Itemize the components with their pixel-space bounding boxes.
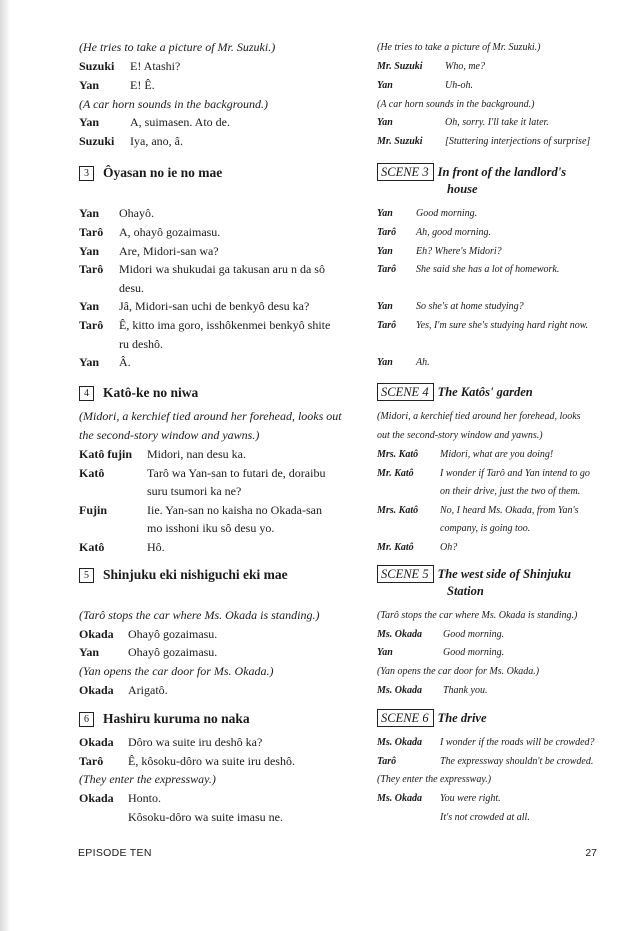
dialogue-text: mo isshoni iku sô desu yo. xyxy=(147,521,275,535)
speaker: Katô xyxy=(79,466,105,480)
scene-title-continued: house xyxy=(447,182,478,196)
scene-6-heading xyxy=(79,711,250,727)
scene-tag: SCENE 5 xyxy=(377,565,434,583)
dialogue-text: Eh? Where's Midori? xyxy=(416,246,502,257)
dialogue-text: Hô. xyxy=(147,540,165,554)
speaker: Tarô xyxy=(79,318,104,332)
speaker: Yan xyxy=(79,244,100,258)
speaker: Tarô xyxy=(377,264,397,275)
speaker: Okada xyxy=(79,683,114,697)
page-number: 27 xyxy=(585,847,597,859)
dialogue-text: Are, Midori-san wa? xyxy=(119,244,219,258)
stage-direction: (A car horn sounds in the background.) xyxy=(79,97,268,111)
dialogue-text: She said she has a lot of homework. xyxy=(416,264,560,275)
speaker: Tarô xyxy=(377,756,397,767)
dialogue-text: Arigatô. xyxy=(128,683,168,697)
dialogue-text: Ohayô gozaimasu. xyxy=(128,627,218,641)
speaker: Mr. Suzuki xyxy=(377,61,423,72)
scene-number: 3 xyxy=(79,166,94,181)
speaker: Katô fujin xyxy=(79,447,133,461)
dialogue-text: [Stuttering interjections of surprise] xyxy=(445,136,591,147)
stage-direction: (They enter the expressway.) xyxy=(79,772,216,786)
speaker: Mrs. Katô xyxy=(377,505,419,516)
scene-title: Katô-ke no niwa xyxy=(103,385,199,400)
speaker: Suzuki xyxy=(79,134,115,148)
speaker: Tarô xyxy=(377,227,397,238)
scene-6-heading xyxy=(377,709,487,727)
speaker: Okada xyxy=(79,627,114,641)
stage-direction: (Yan opens the car door for Ms. Okada.) xyxy=(377,666,540,677)
speaker: Yan xyxy=(377,647,393,658)
speaker: Ms. Okada xyxy=(377,685,423,696)
dialogue-text: Oh, sorry. I'll take it later. xyxy=(445,117,549,128)
dialogue-text: E! Atashi? xyxy=(130,59,181,73)
scene-tag: SCENE 6 xyxy=(377,709,434,727)
dialogue-text: A, suimasen. Ato de. xyxy=(130,115,230,129)
dialogue-text: on their drive, just the two of them. xyxy=(440,486,581,497)
dialogue-text: Iya, ano, â. xyxy=(130,134,183,148)
speaker: Tarô xyxy=(79,754,104,768)
dialogue-text: ru deshô. xyxy=(119,337,163,351)
speaker: Mr. Suzuki xyxy=(377,136,423,147)
speaker: Mrs. Katô xyxy=(377,449,419,460)
scene-tag: SCENE 4 xyxy=(377,383,434,401)
scene-3-heading xyxy=(377,163,567,196)
speaker: Tarô xyxy=(79,225,104,239)
dialogue-text: Ohayô gozaimasu. xyxy=(128,645,218,659)
speaker: Ms. Okada xyxy=(377,737,423,748)
stage-direction: (Midori, a kerchief tied around her forehead, looks out xyxy=(79,409,342,423)
speaker: Tarô xyxy=(377,320,397,331)
stage-direction: (A car horn sounds in the background.) xyxy=(377,99,535,110)
scene-4-heading xyxy=(377,383,533,401)
dialogue-text: Yes, I'm sure she's studying hard right now. xyxy=(416,320,589,331)
speaker: Tarô xyxy=(79,262,104,276)
stage-direction: (Yan opens the car door for Ms. Okada.) xyxy=(79,664,274,678)
dialogue-text: Kôsoku-dôro wa suite imasu ne. xyxy=(128,810,283,824)
dialogue-text: Oh? xyxy=(440,542,458,553)
stage-direction: (He tries to take a picture of Mr. Suzuki.) xyxy=(377,42,541,53)
dialogue-text: Uh-oh. xyxy=(445,80,474,91)
episode-footer: EPISODE TEN xyxy=(78,847,152,859)
dialogue-text: Dôro wa suite iru deshô ka? xyxy=(128,735,263,749)
dialogue-text: The expressway shouldn't be crowded. xyxy=(440,756,594,767)
scene-title: The drive xyxy=(437,711,487,725)
dialogue-text: Midori, what are you doing! xyxy=(440,449,554,460)
dialogue-text: So she's at home studying? xyxy=(416,301,524,312)
scene-5-heading xyxy=(79,567,288,583)
speaker: Okada xyxy=(79,791,114,805)
dialogue-text: Â. xyxy=(119,355,131,369)
speaker: Yan xyxy=(377,80,393,91)
speaker: Mr. Katô xyxy=(377,468,414,479)
dialogue-text: Honto. xyxy=(128,791,161,805)
dialogue-text: Ê, kôsoku-dôro wa suite iru deshô. xyxy=(128,754,295,768)
stage-direction: out the second-story window and yawns.) xyxy=(377,430,543,441)
dialogue-text: You were right. xyxy=(440,793,501,804)
dialogue-text: Who, me? xyxy=(445,61,485,72)
dialogue-text: suru tsumori ka ne? xyxy=(147,484,242,498)
dialogue-text: Iie. Yan-san no kaisha no Okada-san xyxy=(147,503,322,517)
dialogue-text: desu. xyxy=(119,281,144,295)
dialogue-text: Good morning. xyxy=(416,208,478,219)
speaker: Ms. Okada xyxy=(377,793,423,804)
dialogue-text: Tarô wa Yan-san to futari de, doraibu xyxy=(147,466,326,480)
dialogue-text: Midori, nan desu ka. xyxy=(147,447,246,461)
dialogue-text: Ah. xyxy=(416,357,430,368)
dialogue-text: I wonder if Tarô and Yan intend to go xyxy=(440,468,590,479)
stage-direction: (Midori, a kerchief tied around her forehead, looks xyxy=(377,411,581,422)
dialogue-text: Thank you. xyxy=(443,685,488,696)
scene-5-heading xyxy=(377,565,571,598)
dialogue-text: Ah, good morning. xyxy=(416,227,491,238)
scene-number: 6 xyxy=(79,712,94,727)
stage-direction: (Tarô stops the car where Ms. Okada is standing.) xyxy=(79,608,320,622)
speaker: Yan xyxy=(377,357,393,368)
scene-3-heading xyxy=(79,165,222,181)
speaker: Ms. Okada xyxy=(377,629,423,640)
stage-direction: (He tries to take a picture of Mr. Suzuki.) xyxy=(79,40,276,54)
dialogue-text: Ê, kitto ima goro, isshôkenmei benkyô shite xyxy=(119,318,331,332)
dialogue-text: E! Ê. xyxy=(130,78,155,92)
speaker: Fujin xyxy=(79,503,108,517)
stage-direction: the second-story window and yawns.) xyxy=(79,428,260,442)
dialogue-text: Good morning. xyxy=(443,647,505,658)
speaker: Yan xyxy=(377,117,393,128)
scene-title: The west side of Shinjuku xyxy=(437,567,571,581)
scene-4-heading xyxy=(79,385,198,401)
page-binding-edge xyxy=(0,0,10,931)
stage-direction: (They enter the expressway.) xyxy=(377,774,492,785)
speaker: Mr. Katô xyxy=(377,542,414,553)
speaker: Suzuki xyxy=(79,59,115,73)
dialogue-text: Jâ, Midori-san uchi de benkyô desu ka? xyxy=(119,299,310,313)
scene-number: 5 xyxy=(79,568,94,583)
speaker: Okada xyxy=(79,735,114,749)
scene-title: Hashiru kuruma no naka xyxy=(103,711,250,726)
scene-title-continued: Station xyxy=(447,584,484,598)
dialogue-text: company, is going too. xyxy=(440,523,531,534)
stage-direction: (Tarô stops the car where Ms. Okada is standing.) xyxy=(377,610,578,621)
speaker: Yan xyxy=(377,301,393,312)
speaker: Yan xyxy=(79,355,100,369)
speaker: Yan xyxy=(377,208,393,219)
dialogue-text: Midori wa shukudai ga takusan aru n da sô xyxy=(119,262,325,276)
speaker: Yan xyxy=(79,206,100,220)
scene-title: In front of the landlord's xyxy=(437,165,567,179)
scene-title: Shinjuku eki nishiguchi eki mae xyxy=(103,567,288,582)
speaker: Yan xyxy=(377,246,393,257)
dialogue-text: Good morning. xyxy=(443,629,505,640)
speaker: Yan xyxy=(79,115,100,129)
speaker: Yan xyxy=(79,299,100,313)
speaker: Katô xyxy=(79,540,105,554)
dialogue-text: A, ohayô gozaimasu. xyxy=(119,225,221,239)
scene-title: The Katôs' garden xyxy=(437,385,533,399)
scene-tag: SCENE 3 xyxy=(377,163,434,181)
scene-number: 4 xyxy=(79,386,94,401)
dialogue-text: No, I heard Ms. Okada, from Yan's xyxy=(440,505,579,516)
speaker: Yan xyxy=(79,645,100,659)
scene-title: Ôyasan no ie no mae xyxy=(103,165,223,180)
dialogue-text: I wonder if the roads will be crowded? xyxy=(440,737,595,748)
speaker: Yan xyxy=(79,78,100,92)
dialogue-text: Ohayô. xyxy=(119,206,154,220)
dialogue-text: It's not crowded at all. xyxy=(440,812,530,823)
